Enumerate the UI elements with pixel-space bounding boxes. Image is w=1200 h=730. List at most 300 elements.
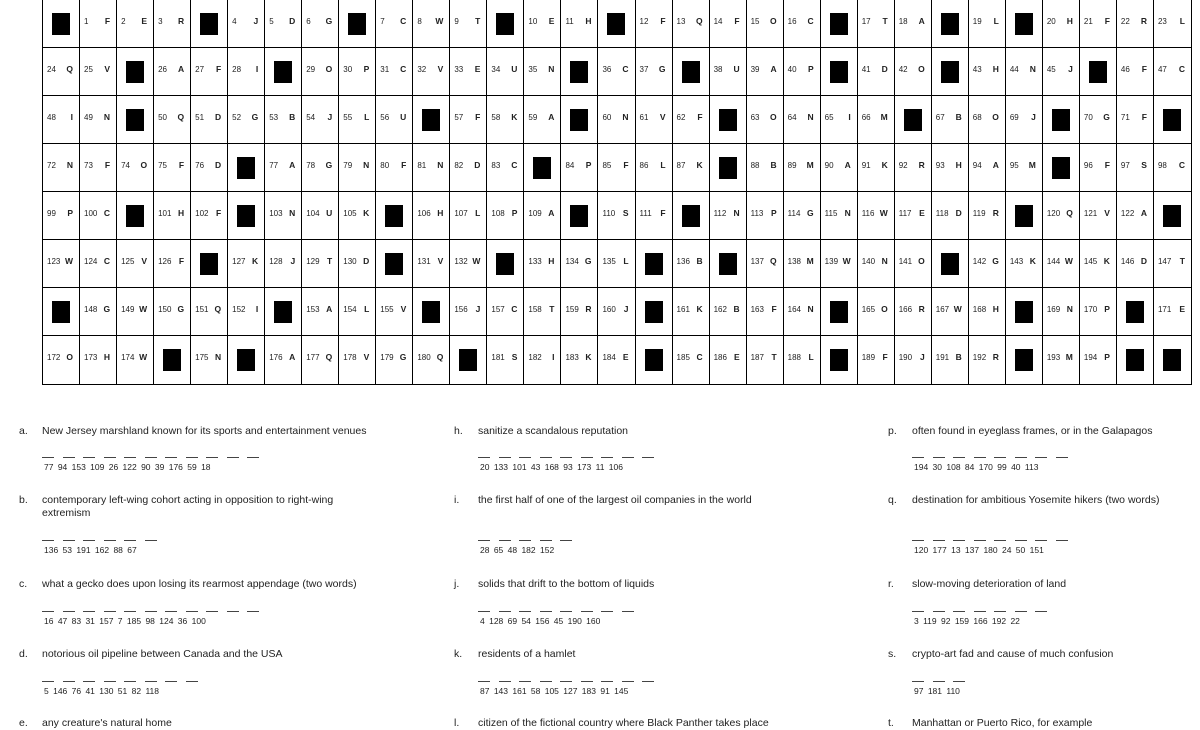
grid-cell[interactable] xyxy=(858,144,895,192)
answer-blank[interactable] xyxy=(601,681,613,682)
grid-cell[interactable] xyxy=(487,144,524,192)
answer-blank[interactable] xyxy=(953,457,965,458)
answer-blank[interactable] xyxy=(622,611,634,612)
answer-blank[interactable] xyxy=(642,681,654,682)
answer-blank[interactable] xyxy=(42,540,54,541)
grid-cell[interactable] xyxy=(413,144,450,192)
answer-blank[interactable] xyxy=(912,681,924,682)
grid-cell[interactable] xyxy=(858,240,895,288)
grid-cell[interactable] xyxy=(43,96,80,144)
grid-cell[interactable] xyxy=(524,288,561,336)
grid-cell[interactable] xyxy=(265,96,302,144)
answer-blank[interactable] xyxy=(601,457,613,458)
cell-letter: W xyxy=(139,304,148,314)
grid-cell[interactable] xyxy=(302,144,339,192)
grid-cell[interactable] xyxy=(487,48,524,96)
answer-numbers: 77 94 153 109 26 122 90 39 176 59 18 xyxy=(44,462,211,472)
grid-cell[interactable] xyxy=(80,96,117,144)
grid-cell[interactable] xyxy=(154,288,191,336)
clue-text: what a gecko does upon losing its rearmost appendage (two words) xyxy=(42,578,357,590)
grid-cell[interactable] xyxy=(1117,48,1154,96)
grid-cell[interactable] xyxy=(1043,336,1080,384)
answer-blank[interactable] xyxy=(519,457,531,458)
grid-cell[interactable] xyxy=(154,144,191,192)
grid-cell[interactable] xyxy=(821,192,858,240)
answer-blank[interactable] xyxy=(581,681,593,682)
grid-cell[interactable] xyxy=(895,192,932,240)
grid-cell[interactable] xyxy=(1006,240,1043,288)
grid-cell[interactable] xyxy=(598,144,635,192)
answer-blank[interactable] xyxy=(42,681,54,682)
grid-cell[interactable] xyxy=(1080,288,1117,336)
grid-cell[interactable] xyxy=(450,48,487,96)
grid-cell[interactable] xyxy=(710,0,747,48)
answer-blank[interactable] xyxy=(104,611,116,612)
grid-cell[interactable] xyxy=(154,48,191,96)
grid-cell[interactable] xyxy=(80,336,117,384)
answer-blank[interactable] xyxy=(63,540,75,541)
answer-blank[interactable] xyxy=(912,540,924,541)
answer-blank[interactable] xyxy=(478,540,490,541)
grid-cell[interactable] xyxy=(265,192,302,240)
answer-blank[interactable] xyxy=(540,457,552,458)
grid-cell[interactable] xyxy=(191,144,228,192)
grid-cell[interactable] xyxy=(43,240,80,288)
grid-cell[interactable] xyxy=(895,144,932,192)
answer-blank[interactable] xyxy=(974,611,986,612)
grid-cell[interactable] xyxy=(376,0,413,48)
grid-cell[interactable] xyxy=(228,48,265,96)
grid-cell[interactable] xyxy=(747,48,784,96)
grid-cell[interactable] xyxy=(191,336,228,384)
answer-blank[interactable] xyxy=(912,611,924,612)
grid-cell[interactable] xyxy=(154,192,191,240)
grid-cell[interactable] xyxy=(784,240,821,288)
answer-blank[interactable] xyxy=(124,540,136,541)
grid-cell[interactable] xyxy=(487,288,524,336)
grid-cell[interactable] xyxy=(265,336,302,384)
clue-text: the first half of one of the largest oil companies in the world xyxy=(478,494,752,506)
grid-cell[interactable] xyxy=(43,48,80,96)
answer-blank[interactable] xyxy=(499,540,511,541)
grid-cell[interactable] xyxy=(561,336,598,384)
grid-cell[interactable] xyxy=(154,96,191,144)
grid-cell[interactable] xyxy=(598,240,635,288)
answer-blank[interactable] xyxy=(933,611,945,612)
answer-blank[interactable] xyxy=(124,611,136,612)
answer-blank[interactable] xyxy=(42,611,54,612)
grid-cell[interactable] xyxy=(932,192,969,240)
grid-cell[interactable] xyxy=(969,0,1006,48)
grid-cell[interactable] xyxy=(561,240,598,288)
grid-cell[interactable] xyxy=(636,144,673,192)
grid-cell[interactable] xyxy=(784,96,821,144)
grid-cell[interactable] xyxy=(969,240,1006,288)
grid-cell[interactable] xyxy=(302,288,339,336)
answer-blank[interactable] xyxy=(104,681,116,682)
answer-blank[interactable] xyxy=(601,611,613,612)
grid-cell[interactable] xyxy=(1154,240,1191,288)
answer-blank[interactable] xyxy=(1035,540,1047,541)
answer-blank[interactable] xyxy=(145,457,157,458)
answer-blank[interactable] xyxy=(1056,457,1068,458)
grid-cell[interactable] xyxy=(339,48,376,96)
grid-cell[interactable] xyxy=(598,192,635,240)
grid-cell[interactable] xyxy=(1117,144,1154,192)
grid-cell[interactable] xyxy=(636,192,673,240)
answer-blank[interactable] xyxy=(1015,611,1027,612)
grid-cell[interactable] xyxy=(302,192,339,240)
grid-cell[interactable] xyxy=(710,48,747,96)
answer-blank[interactable] xyxy=(63,457,75,458)
answer-blank[interactable] xyxy=(478,681,490,682)
grid-cell[interactable] xyxy=(339,192,376,240)
grid-cell[interactable] xyxy=(969,96,1006,144)
grid-cell[interactable] xyxy=(154,240,191,288)
answer-blank[interactable] xyxy=(206,611,218,612)
grid-cell[interactable] xyxy=(747,96,784,144)
grid-cell[interactable] xyxy=(191,96,228,144)
grid-cell[interactable] xyxy=(413,48,450,96)
answer-blank[interactable] xyxy=(994,457,1006,458)
answer-blank[interactable] xyxy=(227,457,239,458)
grid-cell[interactable] xyxy=(302,240,339,288)
grid-cell[interactable] xyxy=(339,288,376,336)
answer-blank[interactable] xyxy=(145,540,157,541)
answer-blank[interactable] xyxy=(247,611,259,612)
grid-cell[interactable] xyxy=(339,336,376,384)
grid-cell[interactable] xyxy=(747,192,784,240)
grid-cell[interactable] xyxy=(1080,0,1117,48)
answer-blank[interactable] xyxy=(974,457,986,458)
grid-cell[interactable] xyxy=(524,96,561,144)
grid-cell[interactable] xyxy=(80,192,117,240)
answer-blank[interactable] xyxy=(953,540,965,541)
grid-cell[interactable] xyxy=(858,48,895,96)
grid-cell[interactable] xyxy=(191,192,228,240)
answer-blank[interactable] xyxy=(145,681,157,682)
answer-blank[interactable] xyxy=(145,611,157,612)
grid-cell[interactable] xyxy=(710,336,747,384)
grid-cell[interactable] xyxy=(117,336,154,384)
answer-blank[interactable] xyxy=(63,611,75,612)
grid-cell[interactable] xyxy=(376,336,413,384)
grid-cell[interactable] xyxy=(376,288,413,336)
answer-blank[interactable] xyxy=(519,540,531,541)
grid-cell[interactable] xyxy=(561,0,598,48)
answer-blank[interactable] xyxy=(1056,540,1068,541)
grid-cell[interactable] xyxy=(932,336,969,384)
answer-blank[interactable] xyxy=(540,681,552,682)
grid-cell[interactable] xyxy=(673,336,710,384)
grid-cell[interactable] xyxy=(969,192,1006,240)
grid-cell[interactable] xyxy=(673,96,710,144)
grid-cell[interactable] xyxy=(1080,240,1117,288)
grid-cell[interactable] xyxy=(858,96,895,144)
grid-cell[interactable] xyxy=(1154,48,1191,96)
grid-cell[interactable] xyxy=(784,144,821,192)
grid-cell[interactable] xyxy=(376,144,413,192)
grid-cell[interactable] xyxy=(228,240,265,288)
grid-cell[interactable] xyxy=(413,336,450,384)
answer-blank[interactable] xyxy=(83,540,95,541)
answer-blank[interactable] xyxy=(186,457,198,458)
grid-cell[interactable] xyxy=(969,48,1006,96)
grid-cell[interactable] xyxy=(1117,240,1154,288)
grid-cell[interactable] xyxy=(784,48,821,96)
answer-blank[interactable] xyxy=(560,457,572,458)
grid-cell[interactable] xyxy=(598,288,635,336)
grid-cell[interactable] xyxy=(1006,48,1043,96)
answer-blank[interactable] xyxy=(104,540,116,541)
answer-blank[interactable] xyxy=(622,681,634,682)
grid-cell[interactable] xyxy=(710,288,747,336)
answer-blank[interactable] xyxy=(540,540,552,541)
grid-cell[interactable] xyxy=(673,288,710,336)
cell-number: 144 xyxy=(1046,257,1061,266)
grid-cell[interactable] xyxy=(1080,336,1117,384)
grid-cell[interactable] xyxy=(1006,96,1043,144)
cell-letter: W xyxy=(139,352,148,362)
grid-cell[interactable] xyxy=(302,0,339,48)
grid-cell[interactable] xyxy=(1117,96,1154,144)
answer-blank[interactable] xyxy=(165,611,177,612)
answer-blank[interactable] xyxy=(227,611,239,612)
answer-blank[interactable] xyxy=(165,457,177,458)
answer-blank[interactable] xyxy=(622,457,634,458)
grid-cell[interactable] xyxy=(895,288,932,336)
answer-blank[interactable] xyxy=(83,457,95,458)
grid-cell[interactable] xyxy=(80,48,117,96)
grid-cell[interactable] xyxy=(265,240,302,288)
grid-cell[interactable] xyxy=(1080,192,1117,240)
answer-blank[interactable] xyxy=(1035,611,1047,612)
grid-cell[interactable] xyxy=(932,288,969,336)
grid-cell[interactable] xyxy=(673,0,710,48)
grid-cell[interactable] xyxy=(1043,288,1080,336)
grid-cell[interactable] xyxy=(598,48,635,96)
grid-cell[interactable] xyxy=(302,48,339,96)
grid-cell[interactable] xyxy=(524,336,561,384)
grid-cell[interactable] xyxy=(1154,144,1191,192)
grid-cell[interactable] xyxy=(450,96,487,144)
answer-blank[interactable] xyxy=(499,681,511,682)
grid-cell[interactable] xyxy=(1043,192,1080,240)
grid-cell[interactable] xyxy=(228,96,265,144)
answer-blank[interactable] xyxy=(499,611,511,612)
grid-cell[interactable] xyxy=(561,288,598,336)
grid-cell[interactable] xyxy=(487,336,524,384)
clue-label: i. xyxy=(454,494,460,506)
grid-cell[interactable] xyxy=(1117,192,1154,240)
grid-cell[interactable] xyxy=(228,0,265,48)
answer-blank[interactable] xyxy=(560,540,572,541)
grid-cell[interactable] xyxy=(450,192,487,240)
grid-cell[interactable] xyxy=(450,240,487,288)
answer-blank[interactable] xyxy=(933,681,945,682)
grid-cell[interactable] xyxy=(154,0,191,48)
grid-cell[interactable] xyxy=(191,288,228,336)
grid-cell[interactable] xyxy=(598,336,635,384)
answer-blank[interactable] xyxy=(581,457,593,458)
grid-cell[interactable] xyxy=(1080,96,1117,144)
answer-blank[interactable] xyxy=(933,457,945,458)
answer-blank[interactable] xyxy=(642,457,654,458)
cell-letter: E xyxy=(548,16,555,26)
grid-cell[interactable] xyxy=(821,144,858,192)
grid-cell[interactable] xyxy=(636,48,673,96)
grid-cell[interactable] xyxy=(673,240,710,288)
grid-cell[interactable] xyxy=(265,144,302,192)
answer-blank[interactable] xyxy=(933,540,945,541)
grid-cell[interactable] xyxy=(561,144,598,192)
grid-cell[interactable] xyxy=(117,0,154,48)
answer-blank[interactable] xyxy=(1015,540,1027,541)
grid-cell[interactable] xyxy=(895,0,932,48)
grid-cell[interactable] xyxy=(895,336,932,384)
grid-cell[interactable] xyxy=(43,144,80,192)
answer-blank[interactable] xyxy=(186,611,198,612)
grid-cell[interactable] xyxy=(747,240,784,288)
grid-cell[interactable] xyxy=(413,192,450,240)
grid-cell[interactable] xyxy=(858,288,895,336)
grid-cell[interactable] xyxy=(265,0,302,48)
grid-cell[interactable] xyxy=(636,96,673,144)
grid-cell[interactable] xyxy=(747,288,784,336)
grid-cell[interactable] xyxy=(339,96,376,144)
grid-cell[interactable] xyxy=(413,240,450,288)
answer-blank[interactable] xyxy=(499,457,511,458)
grid-cell[interactable] xyxy=(80,144,117,192)
answer-blank[interactable] xyxy=(124,681,136,682)
answer-blank[interactable] xyxy=(1035,457,1047,458)
answer-blank[interactable] xyxy=(540,611,552,612)
grid-cell[interactable] xyxy=(1080,144,1117,192)
grid-cell[interactable] xyxy=(1043,48,1080,96)
grid-cell[interactable] xyxy=(524,48,561,96)
answer-blank[interactable] xyxy=(953,681,965,682)
answer-blank[interactable] xyxy=(953,611,965,612)
grid-cell[interactable] xyxy=(821,96,858,144)
grid-cell[interactable] xyxy=(969,288,1006,336)
grid-cell[interactable] xyxy=(784,288,821,336)
answer-blank[interactable] xyxy=(912,457,924,458)
answer-blank[interactable] xyxy=(974,540,986,541)
grid-cell[interactable] xyxy=(784,192,821,240)
answer-blank[interactable] xyxy=(165,681,177,682)
grid-cell[interactable] xyxy=(673,144,710,192)
grid-cell[interactable] xyxy=(747,0,784,48)
grid-cell[interactable] xyxy=(524,0,561,48)
grid-cell[interactable] xyxy=(932,96,969,144)
grid-cell[interactable] xyxy=(710,192,747,240)
answer-blank[interactable] xyxy=(63,681,75,682)
grid-cell[interactable] xyxy=(117,240,154,288)
grid-cell[interactable] xyxy=(339,240,376,288)
answer-blank[interactable] xyxy=(42,457,54,458)
answer-blank[interactable] xyxy=(560,611,572,612)
grid-cell[interactable] xyxy=(117,144,154,192)
answer-blank[interactable] xyxy=(994,611,1006,612)
cell-letter: D xyxy=(955,208,962,218)
grid-cell[interactable] xyxy=(487,96,524,144)
grid-cell[interactable] xyxy=(821,240,858,288)
answer-blank[interactable] xyxy=(186,681,198,682)
grid-cell[interactable] xyxy=(858,0,895,48)
answer-blank[interactable] xyxy=(104,457,116,458)
grid-cell[interactable] xyxy=(43,336,80,384)
answer-blank[interactable] xyxy=(83,611,95,612)
cell-letter: V xyxy=(1104,208,1110,218)
grid-cell[interactable] xyxy=(858,192,895,240)
grid-cell[interactable] xyxy=(117,288,154,336)
grid-cell[interactable] xyxy=(895,48,932,96)
answer-blank[interactable] xyxy=(519,611,531,612)
answer-blank[interactable] xyxy=(581,611,593,612)
grid-cell[interactable] xyxy=(413,0,450,48)
grid-cell[interactable] xyxy=(80,240,117,288)
answer-blank[interactable] xyxy=(247,457,259,458)
grid-cell[interactable] xyxy=(1117,0,1154,48)
grid-cell[interactable] xyxy=(450,288,487,336)
grid-cell[interactable] xyxy=(376,96,413,144)
grid-cell[interactable] xyxy=(747,144,784,192)
answer-blank[interactable] xyxy=(1015,457,1027,458)
grid-cell[interactable] xyxy=(895,240,932,288)
grid-cell[interactable] xyxy=(784,336,821,384)
grid-cell[interactable] xyxy=(598,96,635,144)
grid-cell[interactable] xyxy=(1043,0,1080,48)
grid-cell[interactable] xyxy=(487,192,524,240)
answer-blank[interactable] xyxy=(994,540,1006,541)
grid-cell[interactable] xyxy=(80,288,117,336)
grid-cell[interactable] xyxy=(636,0,673,48)
answer-blank[interactable] xyxy=(478,611,490,612)
grid-cell[interactable] xyxy=(302,96,339,144)
grid-cell[interactable] xyxy=(524,192,561,240)
grid-cell[interactable] xyxy=(932,144,969,192)
grid-cell[interactable] xyxy=(228,288,265,336)
answer-blank[interactable] xyxy=(206,457,218,458)
answer-blank[interactable] xyxy=(124,457,136,458)
grid-cell[interactable] xyxy=(450,0,487,48)
grid-cell[interactable] xyxy=(302,336,339,384)
grid-cell[interactable] xyxy=(858,336,895,384)
grid-cell[interactable] xyxy=(339,144,376,192)
grid-cell[interactable] xyxy=(969,336,1006,384)
grid-cell[interactable] xyxy=(524,240,561,288)
cell-letter: E xyxy=(919,208,925,218)
grid-cell[interactable] xyxy=(191,48,228,96)
grid-cell[interactable] xyxy=(1043,240,1080,288)
answer-blank[interactable] xyxy=(83,681,95,682)
grid-cell[interactable] xyxy=(80,0,117,48)
grid-cell[interactable] xyxy=(1006,144,1043,192)
grid-cell[interactable] xyxy=(969,144,1006,192)
cell-letter: O xyxy=(992,112,999,122)
grid-cell[interactable] xyxy=(747,336,784,384)
answer-blank[interactable] xyxy=(478,457,490,458)
grid-cell[interactable] xyxy=(784,0,821,48)
grid-cell[interactable] xyxy=(376,48,413,96)
answer-blank[interactable] xyxy=(519,681,531,682)
grid-cell[interactable] xyxy=(450,144,487,192)
answer-blank[interactable] xyxy=(560,681,572,682)
grid-cell[interactable] xyxy=(1154,0,1191,48)
grid-cell[interactable] xyxy=(43,192,80,240)
grid-cell[interactable] xyxy=(1154,288,1191,336)
cell-number: 32 xyxy=(417,65,427,74)
